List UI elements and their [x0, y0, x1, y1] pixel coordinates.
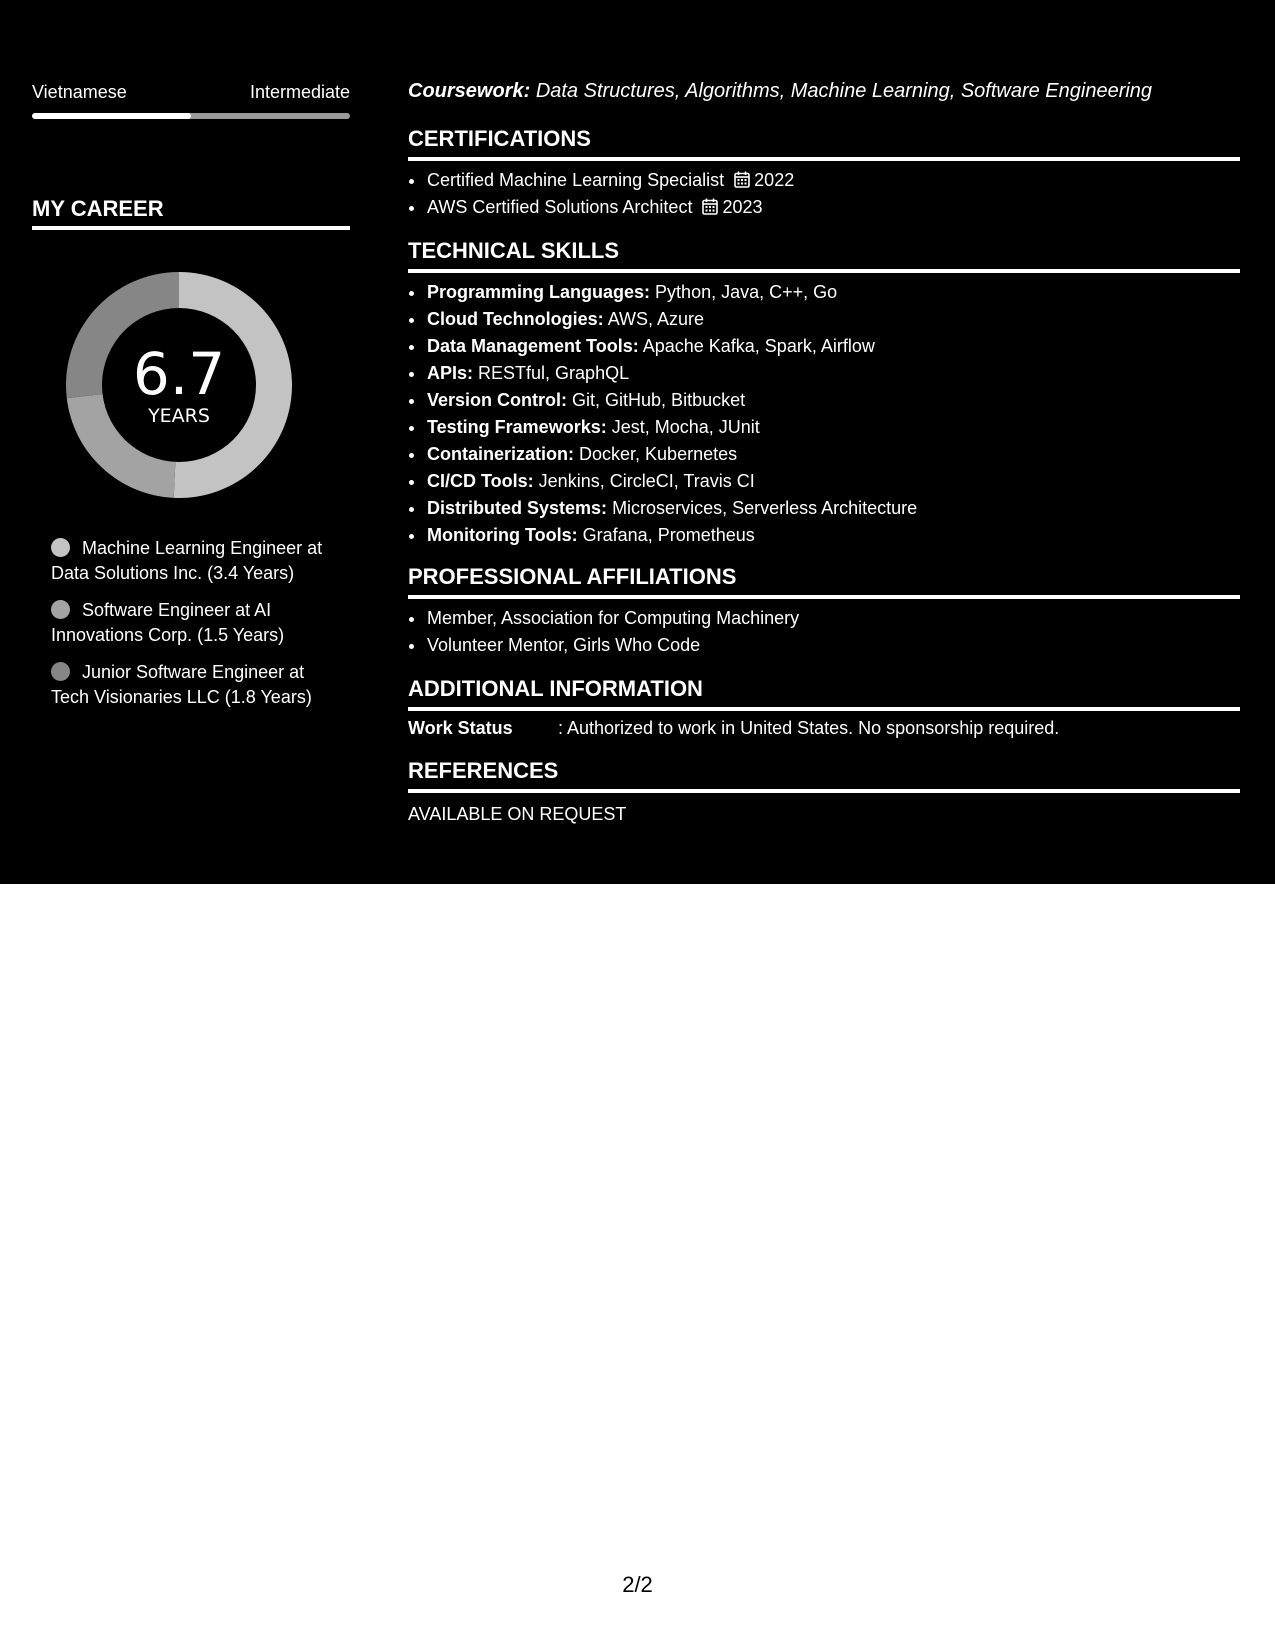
- skill-value: Jest, Mocha, JUnit: [611, 417, 760, 437]
- skills-section: [408, 238, 1240, 549]
- references-heading: REFERENCES: [408, 758, 559, 783]
- skill-label: Distributed Systems:: [427, 498, 608, 518]
- career-list: [51, 536, 341, 722]
- career-item: [51, 660, 341, 710]
- certification-name: Certified Machine Learning Specialist: [427, 170, 725, 190]
- legend-dot-icon: [51, 600, 70, 619]
- skill-label: Containerization:: [427, 444, 574, 464]
- career-item-text: Junior Software Engineer at Tech Visionaries LLC (1.8 Years): [51, 662, 312, 707]
- skill-item: [426, 441, 1240, 468]
- certification-item: [426, 194, 1240, 221]
- skill-item: [426, 387, 1240, 414]
- skill-value: Microservices, Serverless Architecture: [612, 498, 918, 518]
- language-row: [32, 82, 350, 103]
- additional-info-section: [408, 676, 1240, 739]
- skill-label: CI/CD Tools:: [427, 471, 534, 491]
- language-proficiency-bar: [32, 113, 350, 119]
- coursework-text: Data Structures, Algorithms, Machine Learning, Software Engineering: [535, 80, 1153, 102]
- certification-name: AWS Certified Solutions Architect: [427, 197, 693, 217]
- references-section: [408, 758, 1240, 825]
- career-heading-rule: [32, 226, 350, 230]
- certification-year: 2022: [754, 170, 795, 190]
- section-rule: [408, 595, 1240, 599]
- coursework-line: [408, 80, 1152, 103]
- career-item: [51, 536, 341, 586]
- skills-heading: TECHNICAL SKILLS: [408, 238, 620, 263]
- certifications-heading: CERTIFICATIONS: [408, 126, 591, 151]
- skill-label: Testing Frameworks:: [427, 417, 607, 437]
- career-total-value: 6.7: [132, 340, 226, 408]
- skill-item: [426, 495, 1240, 522]
- skill-value: Grafana, Prometheus: [582, 525, 755, 545]
- career-item-text: Software Engineer at AI Innovations Corp. (1.5 Years): [51, 600, 285, 645]
- affiliation-item: • Member, Association for Computing Machinery: [426, 605, 1240, 632]
- page-number: 2/2: [622, 1572, 653, 1597]
- career-item: [51, 598, 341, 648]
- affiliations-heading: PROFESSIONAL AFFILIATIONS: [408, 564, 737, 589]
- legend-dot-icon: [51, 662, 70, 681]
- career-heading: MY CAREER: [32, 196, 164, 221]
- section-rule: [408, 707, 1240, 711]
- coursework-label: Coursework:: [408, 80, 531, 102]
- work-status-label: Work Status: [408, 718, 513, 738]
- career-total-unit: YEARS: [148, 405, 210, 427]
- language-proficiency-fill: [32, 113, 191, 119]
- references-text: AVAILABLE ON REQUEST: [408, 804, 627, 824]
- skill-label: Monitoring Tools:: [427, 525, 578, 545]
- career-donut-chart: [66, 272, 292, 498]
- skill-label: Cloud Technologies:: [427, 309, 604, 329]
- skill-item: [426, 279, 1240, 306]
- career-item-text: Machine Learning Engineer at Data Solutions Inc. (3.4 Years): [51, 538, 323, 583]
- skill-value: Apache Kafka, Spark, Airflow: [642, 336, 875, 356]
- skill-item: [426, 306, 1240, 333]
- affiliations-section: [408, 564, 1240, 659]
- skill-label: Data Management Tools:: [427, 336, 639, 356]
- skill-value: Git, GitHub, Bitbucket: [572, 390, 746, 410]
- skill-item: [426, 414, 1240, 441]
- language-level: Intermediate: [249, 82, 350, 102]
- certification-item: [426, 167, 1240, 194]
- skill-value: RESTful, GraphQL: [478, 363, 630, 383]
- certifications-section: [408, 126, 1240, 221]
- skill-label: Programming Languages:: [427, 282, 651, 302]
- section-rule: [408, 269, 1240, 273]
- skill-item: [426, 468, 1240, 495]
- skill-value: Python, Java, C++, Go: [655, 282, 838, 302]
- work-status-value: : Authorized to work in United States. No sponsorship required.: [558, 718, 1060, 738]
- skill-value: AWS, Azure: [607, 309, 705, 329]
- certification-year: 2023: [722, 197, 763, 217]
- skill-label: APIs:: [427, 363, 474, 383]
- language-name: Vietnamese: [32, 82, 127, 102]
- section-rule: [408, 789, 1240, 793]
- skills-list: [408, 279, 1240, 549]
- legend-dot-icon: [51, 538, 70, 557]
- calendar-icon: [702, 198, 718, 215]
- skill-label: Version Control:: [427, 390, 568, 410]
- work-status-row: [408, 718, 1240, 739]
- skill-item: [426, 522, 1240, 549]
- affiliation-item: • Volunteer Mentor, Girls Who Code: [426, 632, 1240, 659]
- skill-item: [426, 333, 1240, 360]
- certifications-list: [408, 167, 1240, 221]
- skill-value: Jenkins, CircleCI, Travis CI: [538, 471, 755, 491]
- affiliations-list: [408, 605, 1240, 659]
- calendar-icon: [734, 171, 750, 188]
- additional-info-heading: ADDITIONAL INFORMATION: [408, 676, 703, 701]
- skill-item: [426, 360, 1240, 387]
- section-rule: [408, 157, 1240, 161]
- skill-value: Docker, Kubernetes: [579, 444, 738, 464]
